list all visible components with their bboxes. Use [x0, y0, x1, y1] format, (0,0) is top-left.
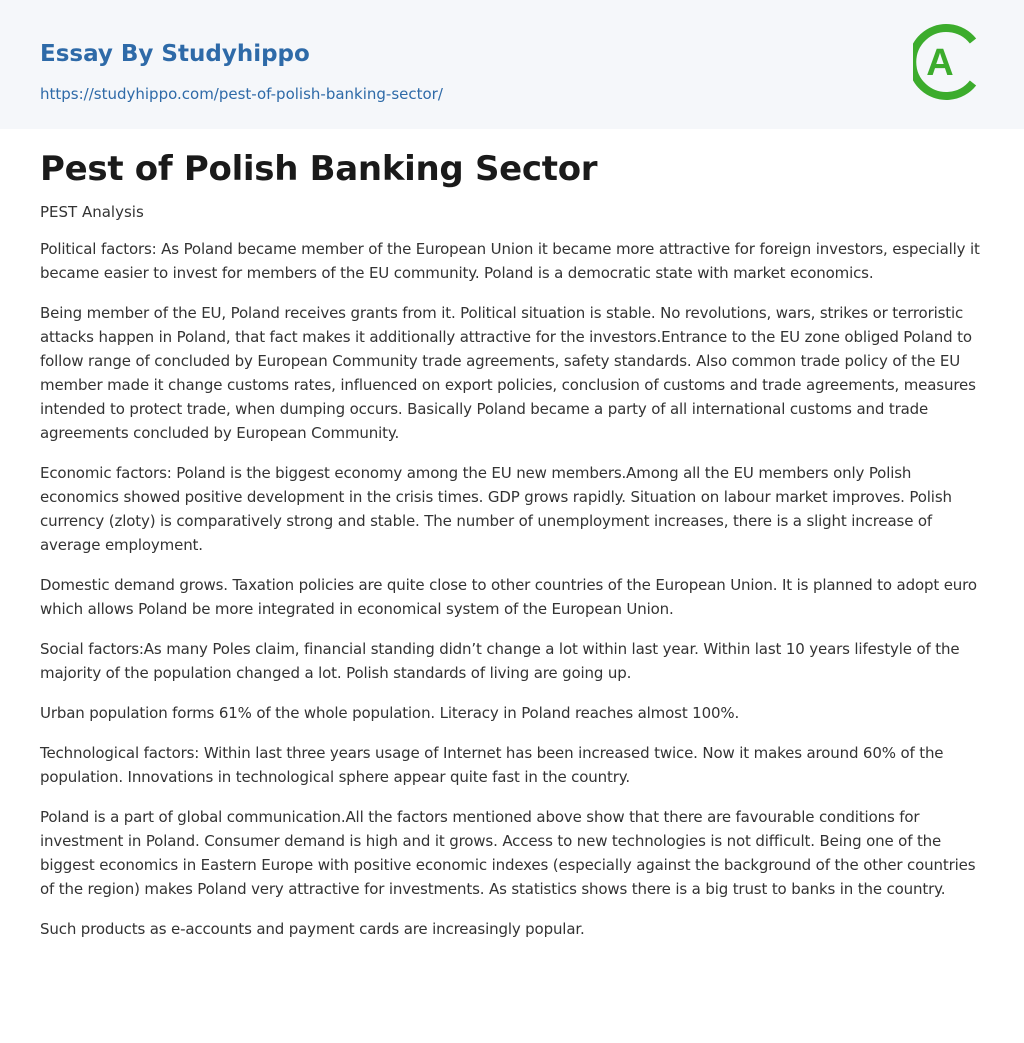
paragraph-urban-population: Urban population forms 61% of the whole population. Literacy in Poland reaches almost 100%. — [40, 704, 740, 722]
site-header — [0, 0, 1024, 129]
article-content — [0, 148, 1024, 941]
paragraph-social: Social factors:As many Poles claim, financial standing didn’t change a lot within last year. Within last 10 years lifestyle of the majority of the population changed a lot. Polish standards of living are going up. — [40, 640, 960, 682]
article-subtitle: PEST Analysis — [40, 203, 144, 221]
studyhippo-logo-icon[interactable] — [913, 19, 985, 105]
paragraph-eu-membership: Being member of the EU, Poland receives grants from it. Political situation is stable. No revolutions, wars, strikes or terroristic attacks happen in Poland, that fact makes it additionally attractive for the investors.Entrance to the EU zone obliged Poland to follow range of concluded by European Community trade agreements, safety standards. Also common trade policy of the EU member made it change customs rates, influenced on export policies, conclusion of customs and trade agreements, measures intended to protect trade, when dumping occurs. Basically Poland became a party of all international customs and trade agreements concluded by European Community. — [40, 304, 976, 442]
article-url-link[interactable]: https://studyhippo.com/pest-of-polish-banking-sector/ — [40, 85, 443, 103]
paragraph-economic: Economic factors: Poland is the biggest economy among the EU new members.Among all the EU members only Polish economics showed positive development in the crisis times. GDP grows rapidly. Situation on labour market improves. Polish currency (zloty) is comparatively strong and stable. The number of unemployment increases, there is a slight increase of average employment. — [40, 464, 952, 554]
logo-letter: A — [926, 42, 954, 84]
paragraph-domestic-demand: Domestic demand grows. Taxation policies are quite close to other countries of the European Union. It is planned to adopt euro which allows Poland be more integrated in economical system of the European Union. — [40, 576, 977, 618]
paragraph-global-communication: Poland is a part of global communication.All the factors mentioned above show that there are favourable conditions for investment in Poland. Consumer demand is high and it grows. Access to new technologies is not difficult. Being one of the biggest economics in Eastern Europe with positive economic indexes (especially against the background of the other countries of the region) makes Poland very attractive for investments. As statistics shows there is a big trust to banks in the country. — [40, 808, 976, 898]
brand-title[interactable]: Essay By Studyhippo — [40, 41, 310, 67]
paragraph-political: Political factors: As Poland became member of the European Union it became more attractive for foreign investors, especially it became easier to invest for members of the EU community. Poland is a democratic state with market economics. — [40, 240, 980, 282]
paragraph-technological: Technological factors: Within last three years usage of Internet has been increased twice. Now it makes around 60% of the population. Innovations in technological sphere appear quite fast in the country. — [40, 744, 944, 786]
page-title: Pest of Polish Banking Sector — [40, 149, 598, 189]
paragraph-products: Such products as e-accounts and payment cards are increasingly popular. — [40, 920, 585, 938]
